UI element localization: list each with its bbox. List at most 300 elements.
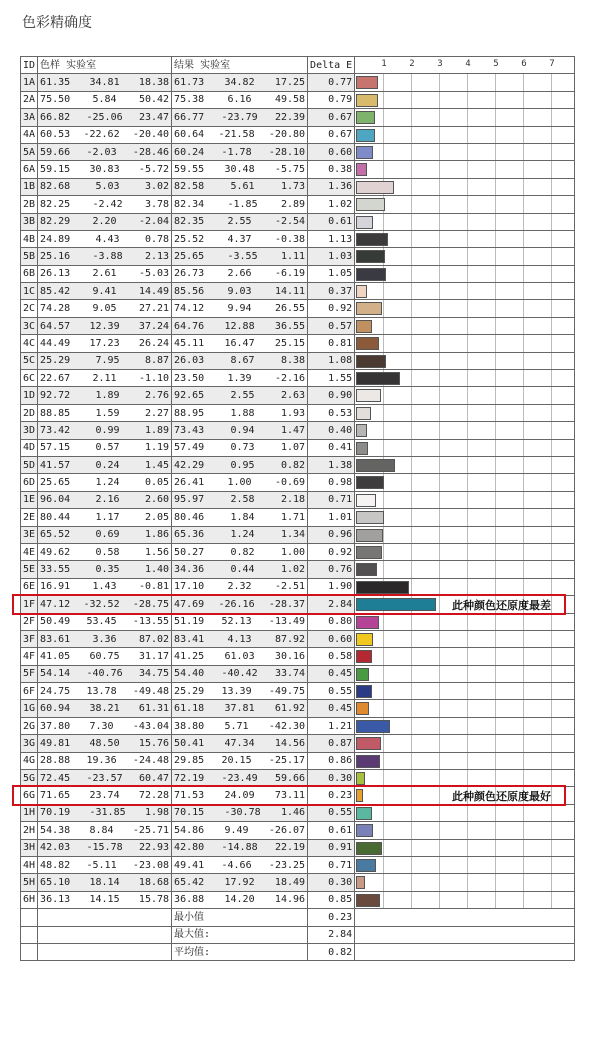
lab-value: -49.48: [132, 685, 170, 697]
delta-e-value: 0.55: [308, 804, 355, 821]
result-lab: [172, 665, 308, 682]
lab-value: -1.10: [138, 372, 170, 384]
delta-e-bar-cell: [355, 509, 575, 526]
lab-value: 0.24: [95, 459, 120, 471]
delta-e-bar: [356, 146, 373, 159]
lab-value: 61.35: [40, 77, 71, 89]
row-id: 4H: [21, 856, 38, 873]
lab-value: 13.78: [86, 685, 117, 697]
sample-lab: [38, 665, 172, 682]
lab-value: 13.39: [221, 685, 252, 697]
table-row: [21, 109, 575, 126]
lab-value: 60.24: [174, 146, 205, 158]
lab-value: -25.17: [268, 755, 306, 767]
row-id: 4A: [21, 126, 38, 143]
lab-value: 16.91: [40, 581, 71, 593]
row-id: 6G: [21, 787, 38, 804]
lab-value: 59.55: [174, 164, 205, 176]
result-lab: [172, 335, 308, 352]
lab-value: 1.56: [144, 546, 170, 558]
table-row: [21, 317, 575, 334]
lab-value: -6.19: [274, 268, 306, 280]
lab-value: 59.15: [40, 164, 71, 176]
lab-value: 0.82: [280, 459, 306, 471]
delta-e-bar: [356, 320, 372, 333]
lab-value: 1.11: [280, 250, 306, 262]
summary-blank: [355, 926, 575, 943]
lab-value: 23.47: [138, 111, 170, 123]
sample-lab: [38, 317, 172, 334]
lab-value: 24.75: [40, 685, 71, 697]
lab-value: 30.48: [224, 164, 255, 176]
lab-value: 65.52: [40, 529, 71, 541]
delta-e-value: 0.92: [308, 543, 355, 560]
lab-value: 8.38: [280, 355, 306, 367]
summary-value: 0.82: [308, 943, 355, 960]
lab-value: 24.09: [224, 790, 255, 802]
delta-e-bar: [356, 389, 381, 402]
lab-value: 54.40: [174, 668, 205, 680]
result-lab: [172, 404, 308, 421]
delta-e-value: 0.80: [308, 613, 355, 630]
lab-value: 50.27: [174, 546, 205, 558]
lab-value: 25.16: [40, 250, 71, 262]
result-lab: [172, 613, 308, 630]
lab-value: 61.31: [138, 703, 170, 715]
delta-e-bar: [356, 772, 364, 785]
delta-e-value: 0.81: [308, 335, 355, 352]
lab-value: 23.50: [174, 372, 205, 384]
lab-value: 8.84: [89, 824, 114, 836]
sample-lab: [38, 300, 172, 317]
axis-tick: 4: [465, 59, 471, 69]
result-lab: [172, 213, 308, 230]
lab-value: 26.24: [138, 337, 170, 349]
lab-value: 3.02: [144, 181, 170, 193]
lab-value: 47.12: [40, 598, 71, 610]
lab-value: -23.49: [221, 772, 258, 784]
delta-e-value: 1.01: [308, 509, 355, 526]
sample-lab: [38, 752, 172, 769]
result-lab: [172, 248, 308, 265]
lab-value: 38.21: [89, 703, 120, 715]
delta-e-bar: [356, 407, 371, 420]
row-id: 2A: [21, 91, 38, 108]
delta-e-value: 0.79: [308, 91, 355, 108]
lab-value: 1.89: [144, 424, 170, 436]
lab-value: 36.88: [174, 894, 205, 906]
lab-value: 54.14: [40, 668, 71, 680]
table-row: [21, 196, 575, 213]
result-lab: [172, 161, 308, 178]
delta-e-bar: [356, 824, 373, 837]
row-id: 2C: [21, 300, 38, 317]
lab-value: 2.66: [227, 268, 252, 280]
lab-value: 1.34: [280, 529, 306, 541]
row-id: 5D: [21, 456, 38, 473]
row-id: 5F: [21, 665, 38, 682]
lab-value: 8.67: [230, 355, 255, 367]
delta-e-bar-cell: [355, 248, 575, 265]
lab-value: -2.04: [138, 216, 170, 228]
delta-e-bar: [356, 111, 375, 124]
lab-value: 2.55: [227, 216, 252, 228]
table-row: [21, 91, 575, 108]
delta-e-value: 1.13: [308, 230, 355, 247]
lab-value: 1.45: [144, 459, 170, 471]
lab-value: 65.10: [40, 877, 71, 889]
lab-value: 1.86: [144, 529, 170, 541]
lab-value: 2.18: [280, 494, 306, 506]
delta-e-value: 1.90: [308, 578, 355, 595]
lab-value: -1.78: [221, 146, 252, 158]
lab-value: 16.47: [224, 337, 255, 349]
lab-value: 2.60: [144, 494, 170, 506]
lab-value: 34.82: [224, 77, 255, 89]
result-lab: [172, 856, 308, 873]
sample-lab: [38, 526, 172, 543]
lab-value: 61.18: [174, 703, 205, 715]
lab-value: 2.05: [144, 511, 170, 523]
delta-e-bar-cell: [355, 874, 575, 891]
lab-value: 73.43: [174, 424, 205, 436]
sample-lab: [38, 874, 172, 891]
lab-value: 0.95: [230, 459, 255, 471]
delta-e-bar-cell: [355, 300, 575, 317]
delta-e-bar: [356, 616, 378, 629]
delta-e-bar-cell: [355, 196, 575, 213]
lab-value: 23.74: [89, 790, 120, 802]
lab-value: 92.72: [40, 390, 71, 402]
delta-e-bar-cell: [355, 352, 575, 369]
row-id: 1E: [21, 491, 38, 508]
summary-blank: [38, 909, 172, 926]
delta-e-value: 0.40: [308, 422, 355, 439]
delta-e-bar-cell: [355, 439, 575, 456]
delta-e-bar: [356, 859, 376, 872]
delta-e-value: 0.30: [308, 770, 355, 787]
lab-value: 25.52: [174, 233, 205, 245]
delta-e-value: 1.21: [308, 717, 355, 734]
result-lab: [172, 91, 308, 108]
lab-value: 85.42: [40, 285, 71, 297]
lab-value: 65.42: [174, 877, 205, 889]
sample-lab: [38, 474, 172, 491]
table-row: [21, 613, 575, 630]
delta-e-bar-cell: [355, 370, 575, 387]
lab-value: -31.85: [89, 807, 126, 819]
row-id: 5C: [21, 352, 38, 369]
lab-value: 26.03: [174, 355, 205, 367]
delta-e-value: 0.85: [308, 891, 355, 908]
lab-value: 88.95: [174, 407, 205, 419]
lab-value: 82.25: [40, 198, 71, 210]
lab-value: 54.38: [40, 824, 71, 836]
result-lab: [172, 630, 308, 647]
lab-value: 83.41: [174, 633, 205, 645]
header-sample: 色样 实验室: [38, 57, 172, 74]
lab-value: 22.67: [40, 372, 71, 384]
delta-e-bar: [356, 842, 381, 855]
delta-e-bar: [356, 459, 395, 472]
lab-value: -0.69: [274, 477, 306, 489]
delta-e-value: 0.23: [308, 787, 355, 804]
lab-value: 15.78: [138, 894, 170, 906]
lab-value: 47.69: [174, 598, 205, 610]
lab-value: 4.43: [95, 233, 120, 245]
lab-value: 41.05: [40, 650, 71, 662]
delta-e-value: 2.84: [308, 596, 355, 613]
delta-e-bar: [356, 563, 377, 576]
row-id: 4B: [21, 230, 38, 247]
sample-lab: [38, 213, 172, 230]
result-lab: [172, 283, 308, 300]
table-row: [21, 822, 575, 839]
lab-value: -25.71: [132, 824, 170, 836]
lab-value: 1.59: [95, 407, 120, 419]
table-row: [21, 630, 575, 647]
row-id: 3D: [21, 422, 38, 439]
lab-value: -23.79: [221, 111, 258, 123]
lab-value: 3.78: [144, 198, 170, 210]
lab-value: 9.03: [227, 285, 252, 297]
lab-value: 0.78: [144, 233, 170, 245]
delta-e-bar-cell: [355, 665, 575, 682]
delta-e-bar: [356, 894, 380, 907]
row-id: 3F: [21, 630, 38, 647]
lab-value: 61.03: [224, 650, 255, 662]
delta-e-value: 0.87: [308, 735, 355, 752]
summary-row: [21, 943, 575, 960]
row-id: 6B: [21, 265, 38, 282]
delta-e-value: 0.57: [308, 317, 355, 334]
lab-value: 0.44: [230, 564, 255, 576]
lab-value: 82.34: [174, 198, 205, 210]
sample-lab: [38, 109, 172, 126]
lab-value: 17.25: [274, 77, 306, 89]
lab-value: 49.58: [274, 94, 306, 106]
lab-value: 73.42: [40, 424, 71, 436]
table-row: [21, 856, 575, 873]
lab-value: 83.61: [40, 633, 71, 645]
sample-lab: [38, 283, 172, 300]
row-id: 5B: [21, 248, 38, 265]
lab-value: 41.25: [174, 650, 205, 662]
delta-e-bar: [356, 494, 376, 507]
delta-e-bar: [356, 285, 366, 298]
sample-lab: [38, 804, 172, 821]
lab-value: 33.55: [40, 564, 71, 576]
lab-value: 1.46: [280, 807, 306, 819]
lab-value: 22.39: [274, 111, 306, 123]
lab-value: -3.55: [227, 250, 258, 262]
row-id: 4E: [21, 543, 38, 560]
lab-value: 0.99: [95, 424, 120, 436]
lab-value: 2.27: [144, 407, 170, 419]
delta-e-bar: [356, 198, 385, 211]
row-id: 3G: [21, 735, 38, 752]
sample-lab: [38, 335, 172, 352]
axis-tick: 5: [493, 59, 499, 69]
delta-e-bar: [356, 181, 394, 194]
lab-value: 37.80: [40, 720, 71, 732]
row-id: 6H: [21, 891, 38, 908]
table-row: [21, 230, 575, 247]
lab-value: -43.04: [132, 720, 170, 732]
lab-value: 61.73: [174, 77, 205, 89]
lab-value: 0.35: [95, 564, 120, 576]
table-row: [21, 300, 575, 317]
lab-value: 18.14: [89, 877, 120, 889]
lab-value: -2.51: [274, 581, 306, 593]
lab-value: 2.89: [280, 198, 306, 210]
row-id: 1D: [21, 387, 38, 404]
lab-value: 59.66: [274, 772, 306, 784]
delta-e-value: 0.96: [308, 526, 355, 543]
table-row: [21, 456, 575, 473]
lab-value: 25.65: [40, 477, 71, 489]
delta-e-bar: [356, 268, 385, 281]
lab-value: 42.29: [174, 459, 205, 471]
delta-e-bar: [356, 737, 380, 750]
table-row: [21, 474, 575, 491]
row-id: 5G: [21, 770, 38, 787]
lab-value: -0.38: [274, 233, 306, 245]
delta-e-value: 1.36: [308, 178, 355, 195]
lab-value: -28.37: [268, 598, 306, 610]
delta-e-bar: [356, 355, 386, 368]
lab-value: 64.76: [174, 320, 205, 332]
sample-lab: [38, 456, 172, 473]
lab-value: 12.88: [224, 320, 255, 332]
lab-value: 49.41: [174, 859, 205, 871]
result-lab: [172, 891, 308, 908]
lab-value: -20.40: [132, 129, 170, 141]
table-row: [21, 439, 575, 456]
lab-value: 2.20: [92, 216, 117, 228]
lab-value: 26.41: [174, 477, 205, 489]
row-id: 5A: [21, 143, 38, 160]
delta-e-bar-cell: [355, 109, 575, 126]
delta-e-bar-cell: [355, 648, 575, 665]
lab-value: 7.30: [89, 720, 114, 732]
axis-tick: 1: [381, 59, 387, 69]
lab-value: 1.98: [144, 807, 170, 819]
delta-e-bar-cell: [355, 178, 575, 195]
row-id: 6A: [21, 161, 38, 178]
row-id: 1B: [21, 178, 38, 195]
axis-tick: 3: [437, 59, 443, 69]
summary-label: 最大值:: [172, 926, 308, 943]
lab-value: -2.54: [274, 216, 306, 228]
delta-e-bar-cell: [355, 561, 575, 578]
delta-e-value: 1.55: [308, 370, 355, 387]
lab-value: -5.11: [86, 859, 117, 871]
lab-value: 17.10: [174, 581, 205, 593]
lab-value: 15.76: [138, 737, 170, 749]
lab-value: 7.95: [95, 355, 120, 367]
result-lab: [172, 735, 308, 752]
summary-blank: [355, 943, 575, 960]
lab-value: 36.13: [40, 894, 71, 906]
delta-e-bar: [356, 546, 382, 559]
sample-lab: [38, 683, 172, 700]
lab-value: 72.45: [40, 772, 71, 784]
result-lab: [172, 700, 308, 717]
sample-lab: [38, 891, 172, 908]
lab-value: 1.71: [280, 511, 306, 523]
lab-value: 73.11: [274, 790, 306, 802]
table-row: [21, 735, 575, 752]
lab-value: 74.12: [174, 303, 205, 315]
row-id: 6E: [21, 578, 38, 595]
delta-e-value: 0.61: [308, 822, 355, 839]
lab-value: 5.71: [224, 720, 249, 732]
lab-value: -23.25: [268, 859, 306, 871]
lab-value: 0.94: [230, 424, 255, 436]
delta-e-value: 0.71: [308, 491, 355, 508]
lab-value: 50.42: [138, 94, 170, 106]
delta-e-bar-cell: [355, 474, 575, 491]
lab-value: -28.10: [268, 146, 306, 158]
table-row: [21, 74, 575, 91]
lab-value: -49.75: [268, 685, 306, 697]
delta-e-bar: [356, 633, 373, 646]
lab-value: 33.74: [274, 668, 306, 680]
lab-value: 60.53: [40, 129, 71, 141]
color-accuracy-table: [20, 56, 575, 961]
summary-blank: [38, 943, 172, 960]
lab-value: -2.42: [92, 198, 123, 210]
sample-lab: [38, 630, 172, 647]
lab-value: 14.11: [274, 285, 306, 297]
delta-e-bar: [356, 476, 383, 489]
lab-value: 64.57: [40, 320, 71, 332]
lab-value: 18.49: [274, 877, 306, 889]
sample-lab: [38, 561, 172, 578]
lab-value: -4.66: [221, 859, 252, 871]
lab-value: 1.93: [280, 407, 306, 419]
table-header-row: [21, 57, 575, 74]
lab-value: -24.48: [132, 755, 170, 767]
lab-value: 52.13: [221, 616, 252, 628]
sample-lab: [38, 735, 172, 752]
delta-e-value: 0.71: [308, 856, 355, 873]
delta-e-bar-cell: [355, 735, 575, 752]
lab-value: -20.80: [268, 129, 306, 141]
lab-value: 37.24: [138, 320, 170, 332]
lab-value: 60.94: [40, 703, 71, 715]
lab-value: 50.41: [174, 737, 205, 749]
lab-value: -14.88: [221, 842, 258, 854]
lab-value: 24.89: [40, 233, 71, 245]
lab-value: 3.36: [92, 633, 117, 645]
delta-e-bar: [356, 250, 385, 263]
table-row: [21, 126, 575, 143]
lab-value: 25.65: [174, 250, 205, 262]
lab-value: 82.29: [40, 216, 71, 228]
sample-lab: [38, 509, 172, 526]
delta-e-value: 1.02: [308, 196, 355, 213]
sample-lab: [38, 196, 172, 213]
lab-value: -13.55: [132, 616, 170, 628]
delta-e-value: 0.41: [308, 439, 355, 456]
delta-e-value: 0.30: [308, 874, 355, 891]
delta-e-bar-cell: [355, 404, 575, 421]
lab-value: 44.49: [40, 337, 71, 349]
lab-value: -5.72: [138, 164, 170, 176]
sample-lab: [38, 370, 172, 387]
